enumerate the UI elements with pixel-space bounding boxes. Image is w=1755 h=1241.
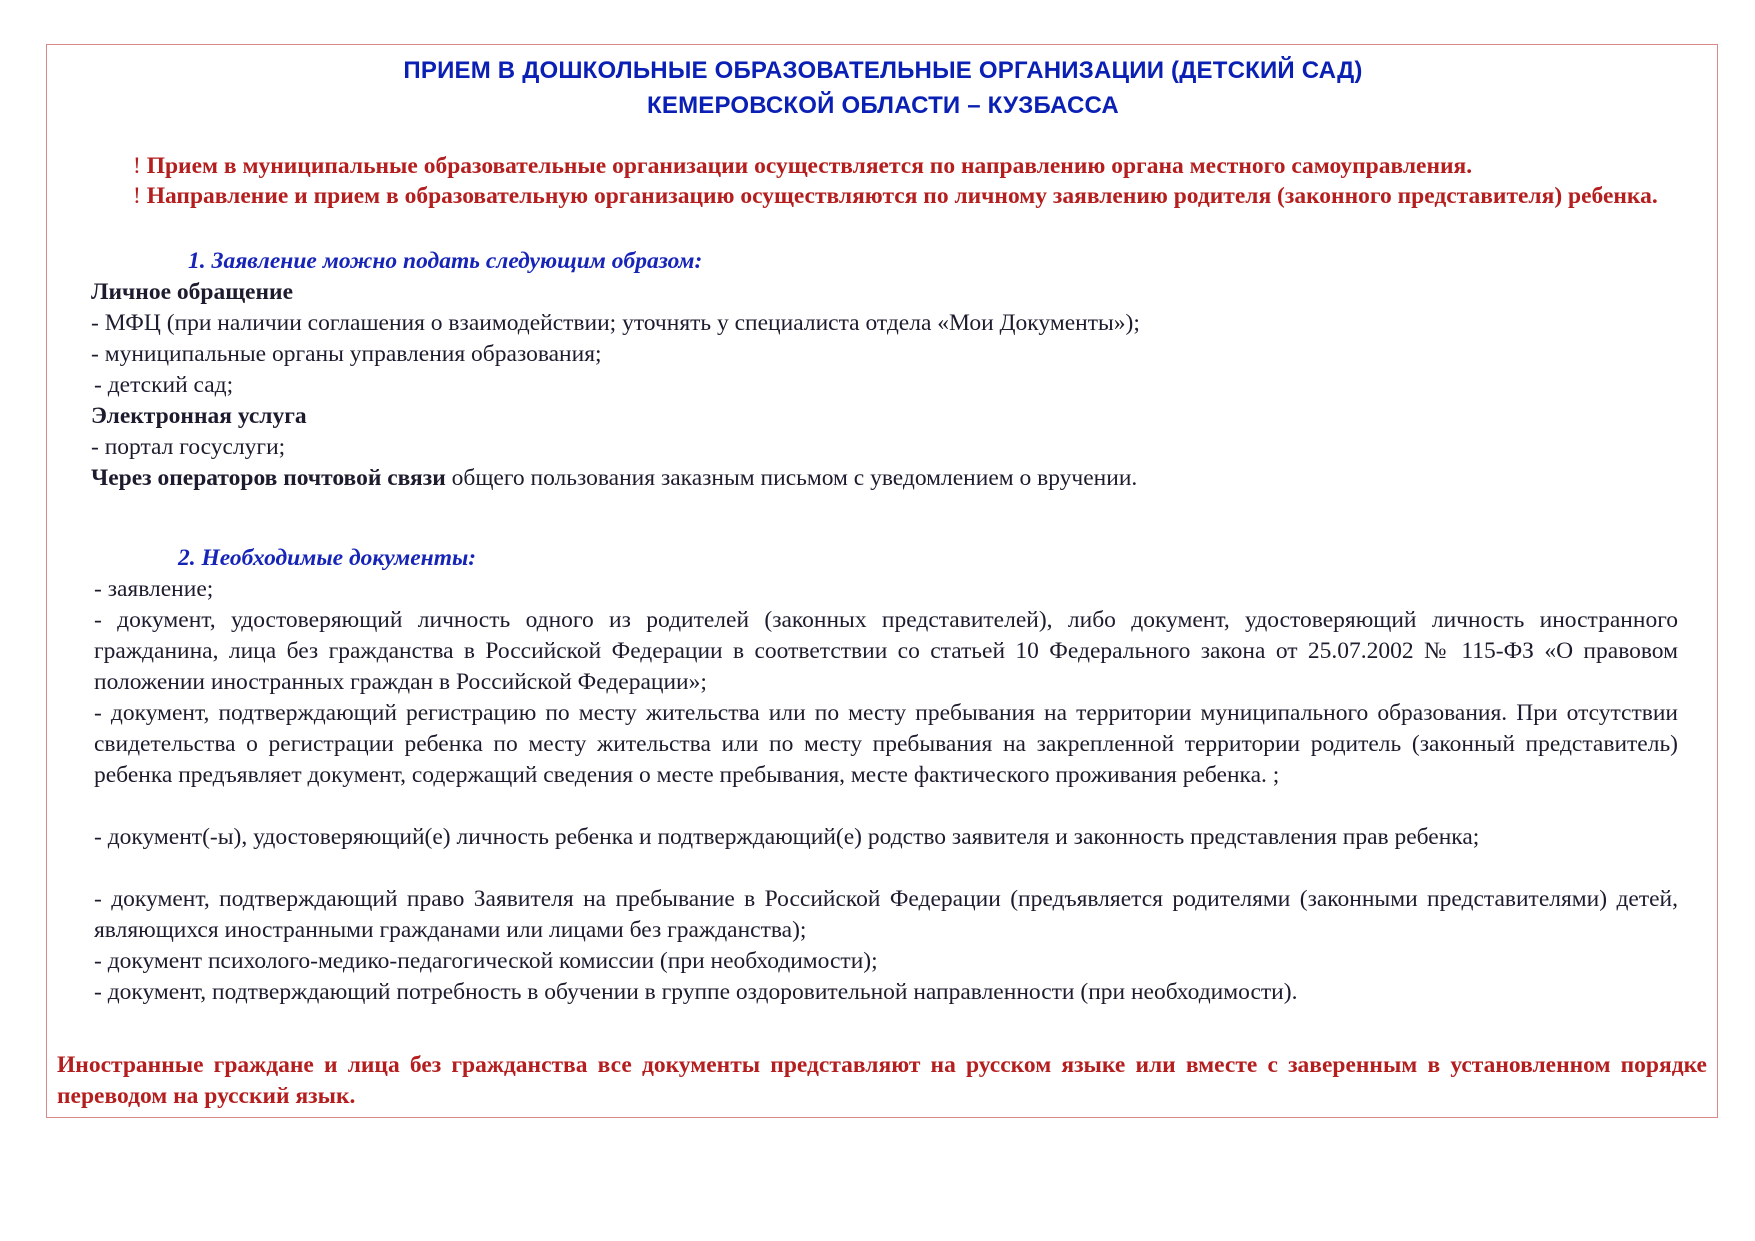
notice-1-text: Прием в муниципальные образовательные организации осуществляется по направлению органа местного самоуправления. bbox=[146, 153, 1473, 179]
section-1-heading: 1. Заявление можно подать следующим образом: bbox=[188, 248, 703, 274]
notice-1 bbox=[133, 152, 1472, 181]
notice-2 bbox=[133, 181, 1707, 212]
notice-mark: ! bbox=[133, 153, 141, 179]
list-item: - муниципальные органы управления образования; bbox=[91, 341, 602, 367]
list-item: - документ(-ы), удостоверяющий(е) личность ребенка и подтверждающий(е) родство заявителя и законность представления прав ребенка; bbox=[94, 824, 1480, 850]
post-option bbox=[91, 464, 1137, 493]
personal-heading: Личное обращение bbox=[91, 279, 293, 305]
notice-2-text: Направление и прием в образовательную организацию осуществляются по личному заявлению родителя (законного представителя) ребенка. bbox=[146, 183, 1658, 209]
list-item: - МФЦ (при наличии соглашения о взаимодействии; уточнять у специалиста отдела «Мои Документы»); bbox=[91, 310, 1140, 336]
post-option-bold: Через операторов почтовой связи bbox=[91, 465, 446, 491]
electronic-heading: Электронная услуга bbox=[91, 403, 307, 429]
list-item: - портал госуслуги; bbox=[91, 434, 286, 460]
notice-mark: ! bbox=[133, 183, 141, 209]
document-frame bbox=[46, 44, 1718, 1118]
page-title-line2: КЕМЕРОВСКОЙ ОБЛАСТИ – КУЗБАССА bbox=[647, 92, 1119, 119]
list-item: - документ психолого-медико-педагогической комиссии (при необходимости); bbox=[94, 948, 878, 974]
list-item: - заявление; bbox=[94, 576, 214, 602]
list-item: - документ, подтверждающий потребность в обучении в группе оздоровительной направленности (при необходимости). bbox=[94, 979, 1298, 1005]
list-item: - документ, подтверждающий право Заявителя на пребывание в Российской Федерации (предъявляется родителями (законными представителями) детей, являющихся иностранными гражданами или лицами без гражданства); bbox=[94, 886, 1678, 943]
section-2-heading: 2. Необходимые документы: bbox=[178, 545, 477, 571]
list-item: - детский сад; bbox=[94, 372, 234, 398]
list-item: - документ, подтверждающий регистрацию по месту жительства или по месту пребывания на территории муниципального образования. При отсутствии свидетельства о регистрации ребенка по месту жительства или по месту пребывания на закрепленной территории родитель (законный представитель) ребенка предъявляет документ, содержащий сведения о месте пребывания, месте фактического проживания ребенка. ; bbox=[94, 700, 1678, 788]
list-item: - документ, удостоверяющий личность одного из родителей (законных представителей), либо документ, удостоверяющий личность иностранного гражданина, лица без гражданства в Российской Федерации в соответствии со статьей 10 Федерального закона от 25.07.2002 № 115-ФЗ «О правовом положении иностранных граждан в Российской Федерации»; bbox=[94, 607, 1678, 695]
page-title-line1: ПРИЕМ В ДОШКОЛЬНЫЕ ОБРАЗОВАТЕЛЬНЫЕ ОРГАНИЗАЦИИ (ДЕТСКИЙ САД) bbox=[403, 57, 1363, 84]
foreigners-note: Иностранные граждане и лица без гражданства все документы представляют на русском языке или вместе с заверенным в установленном порядке переводом на русский язык. bbox=[57, 1052, 1707, 1109]
post-option-rest: общего пользования заказным письмом с уведомлением о вручении. bbox=[445, 465, 1138, 491]
